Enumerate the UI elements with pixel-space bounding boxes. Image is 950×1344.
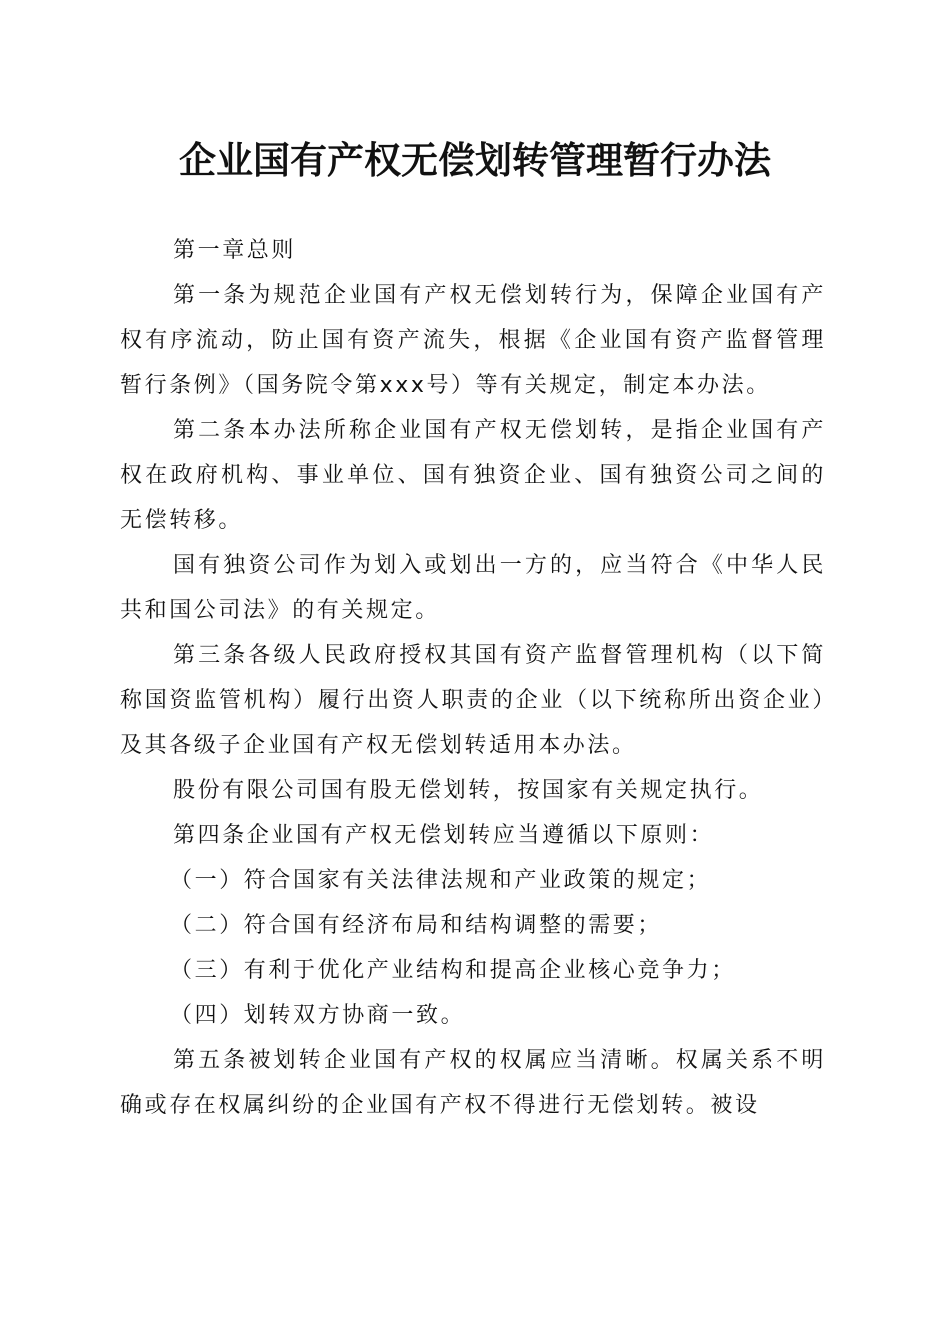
article-3-supplement-paragraph: 股份有限公司国有股无偿划转，按国家有关规定执行。 <box>173 778 764 803</box>
chapter-heading: 第一章总则 <box>173 238 297 263</box>
principle-item-1: （一）符合国家有关法律法规和产业政策的规定； <box>170 868 712 893</box>
article-1-paragraph: 第一条为规范企业国有产权无偿划转行为，保障企业国有产权有序流动，防止国有资产流失，根据《企业国有资产监督管理暂行条例》（国务院令第xxx号）等有关规定，制定本办法。 <box>120 283 826 398</box>
article-5-paragraph: 第五条被划转企业国有产权的权属应当清晰。权属关系不明确或存在权属纠纷的企业国有产权不得进行无偿划转。被设 <box>120 1048 826 1118</box>
principle-item-4: （四）划转双方协商一致。 <box>170 1003 466 1028</box>
article-2-paragraph: 第二条本办法所称企业国有产权无偿划转，是指企业国有产权在政府机构、事业单位、国有独资企业、国有独资公司之间的无偿转移。 <box>120 418 826 533</box>
document-title: 企业国有产权无偿划转管理暂行办法 <box>179 138 771 182</box>
principle-item-3: （三）有利于优化产业结构和提高企业核心竞争力； <box>170 958 736 983</box>
article-3-paragraph: 第三条各级人民政府授权其国有资产监督管理机构（以下简称国资监管机构）履行出资人职责的企业（以下统称所出资企业）及其各级子企业国有产权无偿划转适用本办法。 <box>120 643 826 758</box>
article-4-paragraph: 第四条企业国有产权无偿划转应当遵循以下原则： <box>173 823 715 848</box>
article-2-supplement-paragraph: 国有独资公司作为划入或划出一方的，应当符合《中华人民共和国公司法》的有关规定。 <box>120 553 826 623</box>
principle-item-2: （二）符合国有经济布局和结构调整的需要； <box>170 913 663 938</box>
document-body <box>120 228 826 1128</box>
